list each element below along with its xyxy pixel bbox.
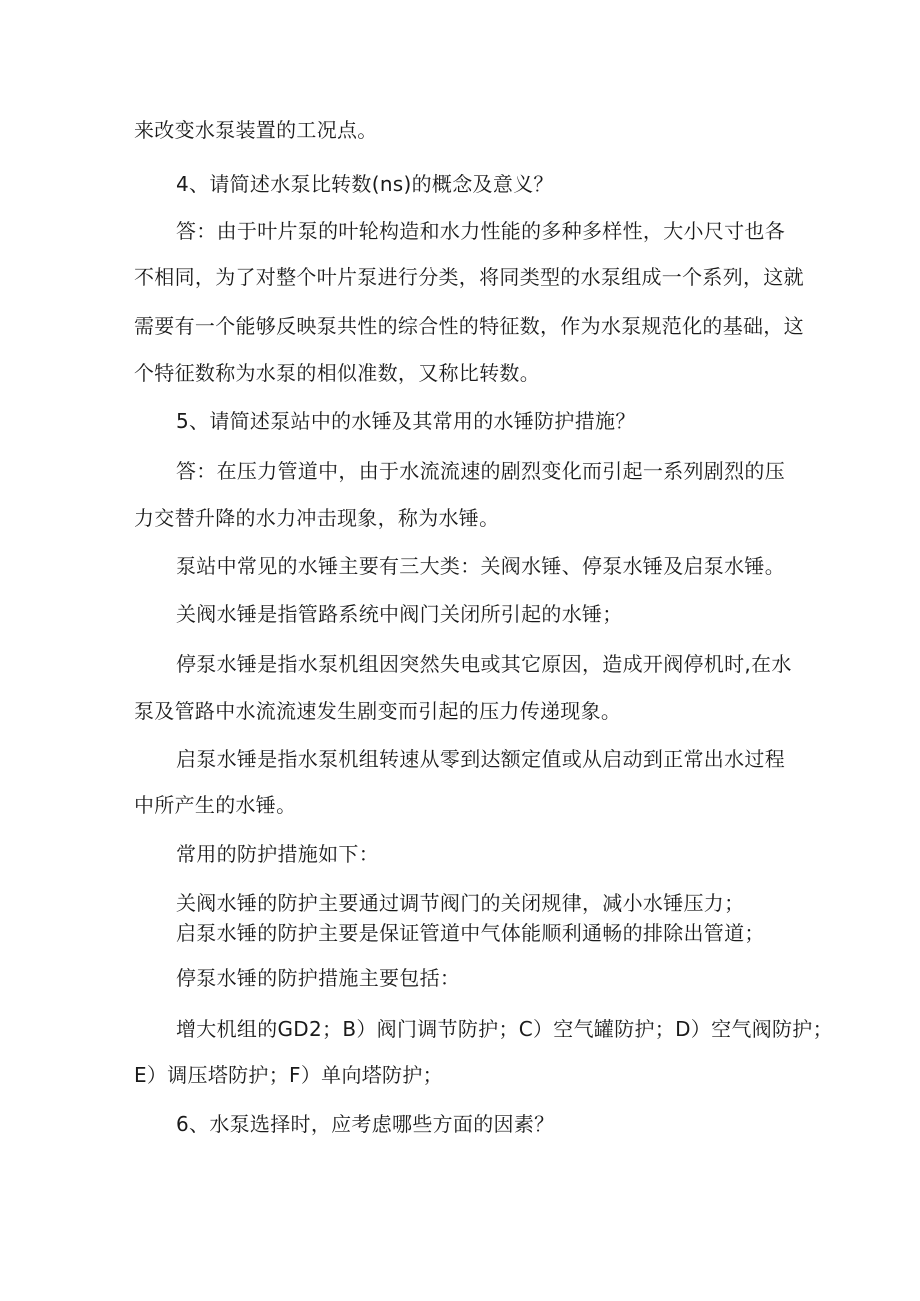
answer-5-line: 答：在压力管道中，由于水流流速的剧烈变化而引起一系列剧烈的压 (176, 459, 785, 483)
pump-stop-hammer-line: 泵及管路中水流流速发生剧变而引起的压力传递现象。 (134, 699, 622, 723)
answer-4-line: 不相同，为了对整个叶片泵进行分类，将同类型的水泵组成一个系列，这就 (134, 265, 804, 289)
measure-valve-close: 关阀水锤的防护主要通过调节阀门的关闭规律，减小水锤压力； (176, 891, 745, 915)
continuation-line: 来改变水泵装置的工况点。 (134, 118, 378, 142)
pump-start-hammer-line: 启泵水锤是指水泵机组转速从零到达额定值或从启动到正常出水过程 (176, 747, 785, 771)
valve-close-hammer: 关阀水锤是指管路系统中阀门关闭所引起的水锤； (176, 602, 623, 626)
measure-pump-stop-line: 增大机组的GD2；B）阀门调节防护；C）空气罐防护；D）空气阀防护； (176, 1017, 833, 1041)
water-hammer-types: 泵站中常见的水锤主要有三大类：关阀水锤、停泵水锤及启泵水锤。 (176, 554, 785, 578)
question-5: 5、请简述泵站中的水锤及其常用的水锤防护措施？ (176, 409, 636, 433)
measure-pump-start: 启泵水锤的防护主要是保证管道中气体能顺利通畅的排除出管道； (176, 921, 765, 945)
measure-pump-stop-intro: 停泵水锤的防护措施主要包括： (176, 966, 461, 990)
pump-stop-hammer-line: 停泵水锤是指水泵机组因突然失电或其它原因，造成开阀停机时,在水 (176, 652, 792, 676)
question-6: 6、水泵选择时，应考虑哪些方面的因素？ (176, 1112, 555, 1136)
measures-intro: 常用的防护措施如下： (176, 842, 379, 866)
answer-5-line: 力交替升降的水力冲击现象，称为水锤。 (134, 506, 500, 530)
answer-4-line: 需要有一个能够反映泵共性的综合性的特征数，作为水泵规范化的基础，这 (134, 314, 804, 338)
pump-start-hammer-line: 中所产生的水锤。 (134, 793, 297, 817)
answer-4-line: 个特征数称为水泵的相似准数，又称比转数。 (134, 361, 540, 385)
question-4: 4、请简述水泵比转数(ns)的概念及意义？ (176, 172, 554, 196)
answer-4-line: 答：由于叶片泵的叶轮构造和水力性能的多种多样性，大小尺寸也各 (176, 219, 785, 243)
measure-pump-stop-line: E）调压塔防护；F）单向塔防护； (134, 1063, 443, 1087)
